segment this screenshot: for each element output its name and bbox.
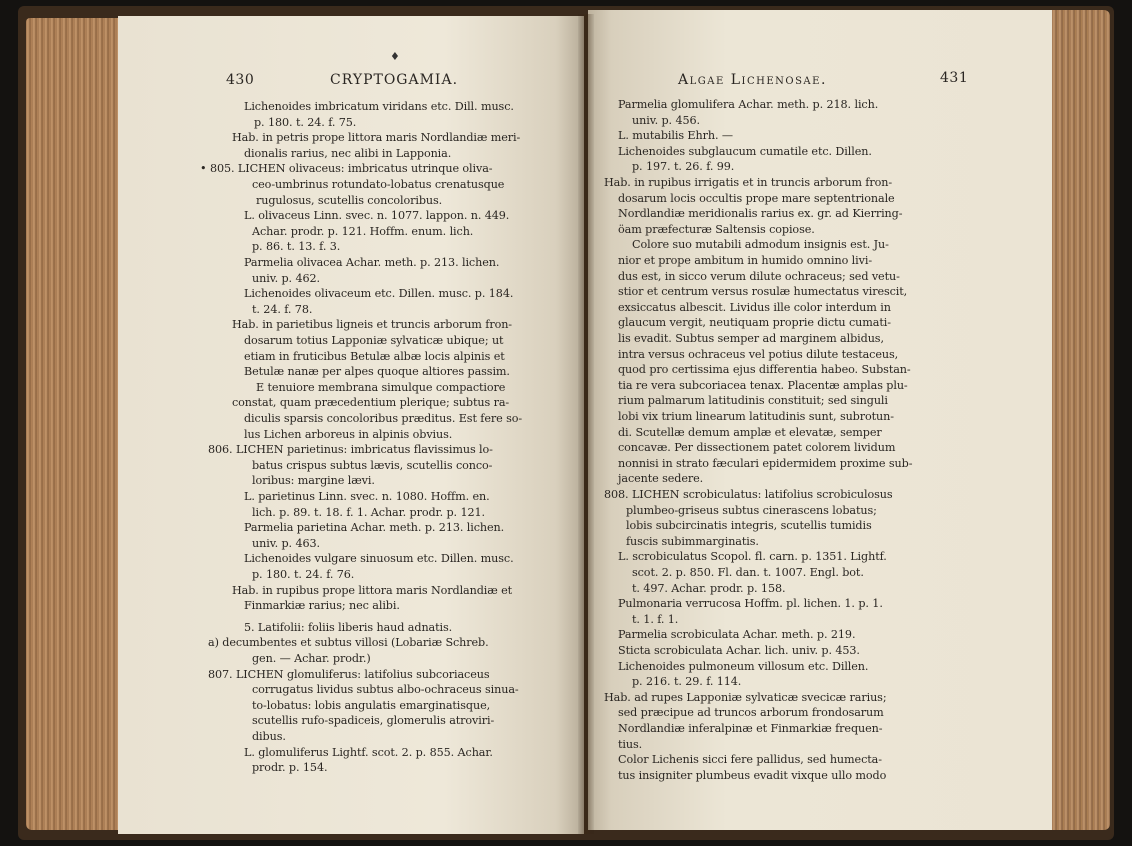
right-text-line: scot. 2. p. 850. Fl. dan. t. 1007. Engl. bot.	[632, 566, 864, 579]
right-text-line: öam præfecturæ Saltensis copiose.	[618, 222, 815, 236]
left-text-line: Achar. prodr. p. 121. Hoffm. enum. lich.	[252, 224, 474, 238]
right-text-line: glaucum vergit, neutiquam proprie dictu cumati-	[618, 316, 891, 330]
right-text-line: L. scrobiculatus Scopol. fl. carn. p. 1351. Lightf.	[618, 550, 887, 564]
right-text-line: rium palmarum latitudinis constituit; sed singuli	[618, 394, 888, 408]
left-text-line: Betulæ nanæ per alpes quoque altiores passim.	[244, 365, 510, 379]
right-text-line: plumbeo-griseus subtus cinerascens lobatus;	[626, 503, 877, 517]
left-text-line: Hab. in petris prope littora maris Nordlandiæ meri-	[232, 131, 521, 145]
right-text-line: intra versus ochraceus vel potius dilute testaceus,	[618, 347, 899, 361]
left-text-line: scutellis rufo-spadiceis, glomerulis atroviri-	[252, 714, 495, 728]
page-number-left: 430	[226, 72, 255, 88]
left-text-line: t. 24. f. 78.	[252, 302, 313, 316]
left-text-line: diculis sparsis concoloribus præditus. Est fere so-	[244, 412, 523, 425]
left-page-edges	[26, 18, 126, 830]
left-text-line: prodr. p. 154.	[252, 761, 328, 775]
right-text-line: lis evadit. Subtus semper ad marginem albidus,	[618, 332, 884, 345]
left-text-line: Parmelia olivacea Achar. meth. p. 213. lichen.	[244, 256, 500, 269]
left-text-line: Parmelia parietina Achar. meth. p. 213. lichen.	[244, 521, 505, 535]
right-text-line: p. 216. t. 29. f. 114.	[632, 675, 742, 689]
right-text-line: lobis subcircinatis integris, scutellis tumidis	[626, 519, 872, 533]
left-text-line: E tenuiore membrana simulque compactiore	[256, 380, 506, 394]
left-text-line: lus Lichen arboreus in alpinis obvius.	[244, 427, 453, 441]
left-text-line: dibus.	[252, 730, 286, 743]
running-title-right: Algae Lichenosae.	[678, 72, 827, 88]
left-text-line: 807. LICHEN glomuliferus: latifolius subcoriaceus	[208, 667, 490, 681]
right-text-line: sed præcipue ad truncos arborum frondosarum	[618, 706, 884, 720]
page-number-right: 431	[940, 70, 969, 86]
left-text-line: p. 180. t. 24. f. 76.	[252, 568, 355, 581]
right-text-line: dus est, in sicco verum dilute ochraceus; sed vetu-	[618, 269, 900, 283]
right-text-line: Parmelia scrobiculata Achar. meth. p. 219.	[618, 628, 856, 642]
right-text-line: Sticta scrobiculata Achar. lich. univ. p. 453.	[618, 644, 860, 657]
left-text-line: L. olivaceus Linn. svec. n. 1077. lappon. n. 449.	[244, 209, 510, 223]
left-text-line: p. 180. t. 24. f. 75.	[254, 115, 357, 129]
left-text-line: constat, quam præcedentium plerique; subtus ra-	[232, 396, 510, 410]
left-page	[118, 16, 584, 834]
left-text-line: Lichenoides olivaceum etc. Dillen. musc. p. 184.	[244, 287, 514, 301]
right-text-line: jacente sedere.	[618, 472, 704, 486]
left-text-line: gen. — Achar. prodr.)	[252, 652, 371, 665]
left-text-line: • 805. LICHEN olivaceus: imbricatus utrinque oliva-	[200, 162, 493, 176]
left-text-line: L. glomuliferus Lightf. scot. 2. p. 855. Achar.	[244, 745, 493, 759]
ornament-mark: ♦	[390, 50, 400, 63]
right-text-line: univ. p. 456.	[632, 113, 700, 127]
left-text-line: Hab. in rupibus prope littora maris Nordlandiæ et	[232, 583, 513, 597]
right-page-edges	[1046, 10, 1110, 830]
right-text-line: tus insigniter plumbeus evadit vixque ullo modo	[618, 768, 887, 782]
right-text-line: stior et centrum versus rosulæ humectatus virescit,	[618, 285, 908, 299]
left-text-line: corrugatus lividus subtus albo-ochraceus sinua-	[252, 683, 519, 697]
left-text-line: a) decumbentes et subtus villosi (Lobariæ Schreb.	[208, 636, 489, 650]
left-text-line: univ. p. 462.	[252, 271, 320, 285]
right-text-line: Lichenoides pulmoneum villosum etc. Dillen.	[618, 659, 869, 673]
right-text-line: exsiccatus albescit. Lividus ille color interdum in	[618, 300, 891, 314]
right-text-line: L. mutabilis Ehrh. —	[618, 129, 733, 143]
right-text-line: Colore suo mutabili admodum insignis est. Ju-	[632, 238, 889, 252]
right-text-line: t. 1. f. 1.	[632, 612, 679, 626]
left-text-line: Lichenoides imbricatum viridans etc. Dill. musc.	[244, 100, 514, 113]
left-text-line: batus crispus subtus lævis, scutellis conco-	[252, 458, 493, 472]
right-text-line: dosarum locis occultis prope mare septentrionale	[618, 191, 895, 205]
right-text-line: p. 197. t. 26. f. 99.	[632, 160, 735, 174]
left-text-line: dosarum totius Lapponiæ sylvaticæ ubique; ut	[244, 334, 504, 347]
left-text-line: univ. p. 463.	[252, 536, 320, 550]
right-text-line: Nordlandiæ inferalpinæ et Finmarkiæ frequen-	[618, 722, 883, 735]
right-text-line: nonnisi in strato fæculari epidermidem proxime sub-	[618, 456, 913, 470]
right-text-line: Lichenoides subglaucum cumatile etc. Dillen.	[618, 144, 872, 158]
right-page	[588, 10, 1052, 830]
left-text-line: lich. p. 89. t. 18. f. 1. Achar. prodr. p. 121.	[252, 505, 485, 519]
right-text-line: nior et prope ambitum in humido omnino livi-	[618, 254, 873, 267]
left-text-line: dionalis rarius, nec alibi in Lapponia.	[244, 146, 452, 160]
right-text-line: fuscis subimmarginatis.	[626, 534, 759, 548]
right-text-line: Hab. ad rupes Lapponiæ sylvaticæ svecicæ rarius;	[604, 690, 887, 704]
left-text-line: rugulosus, scutellis concoloribus.	[256, 193, 443, 207]
right-text-line: quod pro certissima ejus differentia habeo. Substan-	[618, 363, 911, 377]
right-text-line: di. Scutellæ demum amplæ et elevatæ, semper	[618, 425, 882, 439]
right-text-line: tius.	[618, 737, 643, 751]
right-text-line: concavæ. Per dissectionem patet colorem lividum	[618, 441, 896, 455]
right-text-line: Hab. in rupibus irrigatis et in truncis arborum fron-	[604, 176, 893, 189]
right-text-line: Color Lichenis sicci fere pallidus, sed humecta-	[618, 753, 882, 767]
left-text-line: L. parietinus Linn. svec. n. 1080. Hoffm. en.	[244, 490, 490, 503]
right-text-line: Nordlandiæ meridionalis rarius ex. gr. ad Kierring-	[618, 207, 903, 221]
left-text-line: ceo-umbrinus rotundato-lobatus crenatusque	[252, 178, 505, 191]
left-text-line: to-lobatus: lobis angulatis emarginatisque,	[252, 698, 491, 712]
left-text-line: Lichenoides vulgare sinuosum etc. Dillen. musc.	[244, 552, 514, 566]
book-gutter	[578, 14, 594, 834]
left-text-line: Finmarkiæ rarius; nec alibi.	[244, 599, 400, 613]
right-text-line: Pulmonaria verrucosa Hoffm. pl. lichen. 1. p. 1.	[618, 597, 883, 611]
left-text-line: p. 86. t. 13. f. 3.	[252, 240, 341, 254]
running-title-left: CRYPTOGAMIA.	[330, 72, 459, 88]
left-text-line: 5. Latifolii: foliis liberis haud adnatis.	[244, 620, 453, 634]
left-text-line: etiam in fruticibus Betulæ albæ locis alpinis et	[244, 349, 505, 363]
right-text-line: lobi vix trium linearum latitudinis sunt, subrotun-	[618, 410, 894, 423]
right-text-line: Parmelia glomulifera Achar. meth. p. 218. lich.	[618, 98, 879, 111]
left-text-line: 806. LICHEN parietinus: imbricatus flavissimus lo-	[208, 443, 493, 457]
right-text-line: t. 497. Achar. prodr. p. 158.	[632, 581, 786, 595]
left-text-line: Hab. in parietibus ligneis et truncis arborum fron-	[232, 318, 512, 332]
left-text-line: loribus: margine lævi.	[252, 474, 375, 488]
right-text-line: tia re vera subcoriacea tenax. Placentæ amplas plu-	[618, 378, 908, 392]
right-text-line: 808. LICHEN scrobiculatus: latifolius scrobiculosus	[604, 488, 893, 501]
